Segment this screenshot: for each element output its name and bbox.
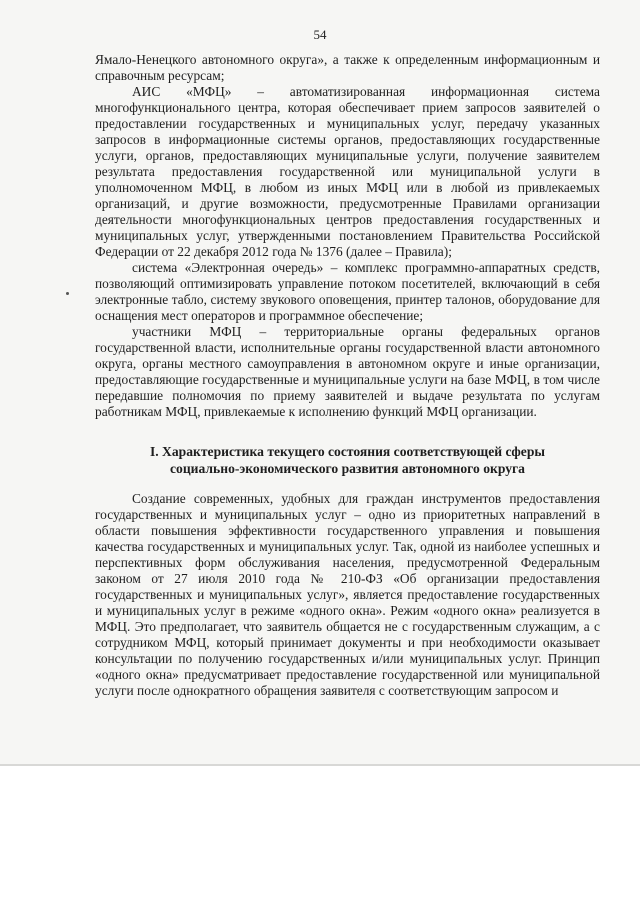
paragraph-ais-mfc: АИС «МФЦ» – автоматизированная информационная система многофункционального центра, которая обеспечивает прием запросов заявителей о предоставлении государственных и муниципальных услуг, передачу указанных запросов в информационные системы органов, предоставляющих государственные услуги, органов, предоставляющих муниципальные услуги, получение заявителем результата предоставления государственной или муниципальной услуги в уполномоченном МФЦ, в любом из иных МФЦ или в любой из привлекаемых организаций, и другие возможности, предусмотренные Правилами организации деятельности многофункциональных центров предоставления государственных и муниципальных услуг, утвержденными постановлением Правительства Российской Федерации от 22 декабря 2012 года № 1376 (далее – Правила); [95,84,600,259]
paragraph-one-window: Создание современных, удобных для граждан инструментов предоставления государственных и муниципальных услуг – одно из приоритетных направлений в области повышения эффективности государственного управления и повышения качества государственных и муниципальных услуг. Так, одной из наиболее успешных и перспективных форм обслуживания населения, предусмотренной Федеральным законом от 27 июля 2010 года № 210-ФЗ «Об организации предоставления государственных и муниципальных услуг», является предоставление государственных и муниципальных услуг в режиме «одного окна». Режим «одного окна» реализуется в МФЦ. Это предполагает, что заявитель общается не с государственным служащим, а с сотрудником МФЦ, который принимает документы и при необходимости оказывает консультации по получению государственных и/или муниципальных услуг. Принцип «одного окна» предусматривает предоставление государственной или муниципальной услуги после однократного обращения заявителя с соответствующим запросом и [95,491,600,698]
section-heading-line-1: I. Характеристика текущего состояния соответствующей сферы [149,444,546,459]
page-number: 54 [313,27,327,42]
paragraph-electronic-queue: система «Электронная очередь» – комплекс программно-аппаратных средств, позволяющий оптимизировать управление потоком посетителей, включающий в себя электронные табло, систему звукового оповещения, принтер талонов, оборудование для оснащения мест операторов и программное обеспечение; [95,260,600,323]
paragraph-continuation: Ямало-Ненецкого автономного округа», а также к определенным информационным и справочным ресурсам; [95,52,600,83]
section-body-text [95,491,600,699]
definitions-text [95,52,600,420]
section-heading [95,443,600,477]
scan-artifact-dot [66,292,69,295]
section-heading-line-2: социально-экономического развития автономного округа [170,461,525,476]
paragraph-mfc-participants: участники МФЦ – территориальные органы федеральных органов государственной власти, исполнительные органы государственной власти автономного округа, органы местного самоуправления в автономном округе и иные организации, предоставляющие государственные и муниципальные услуги на базе МФЦ, в том числе передавшие полномочия по приему заявителей и выдаче результата по услугам работникам МФЦ, привлекаемые к исполнению функций МФЦ организации. [95,324,600,419]
